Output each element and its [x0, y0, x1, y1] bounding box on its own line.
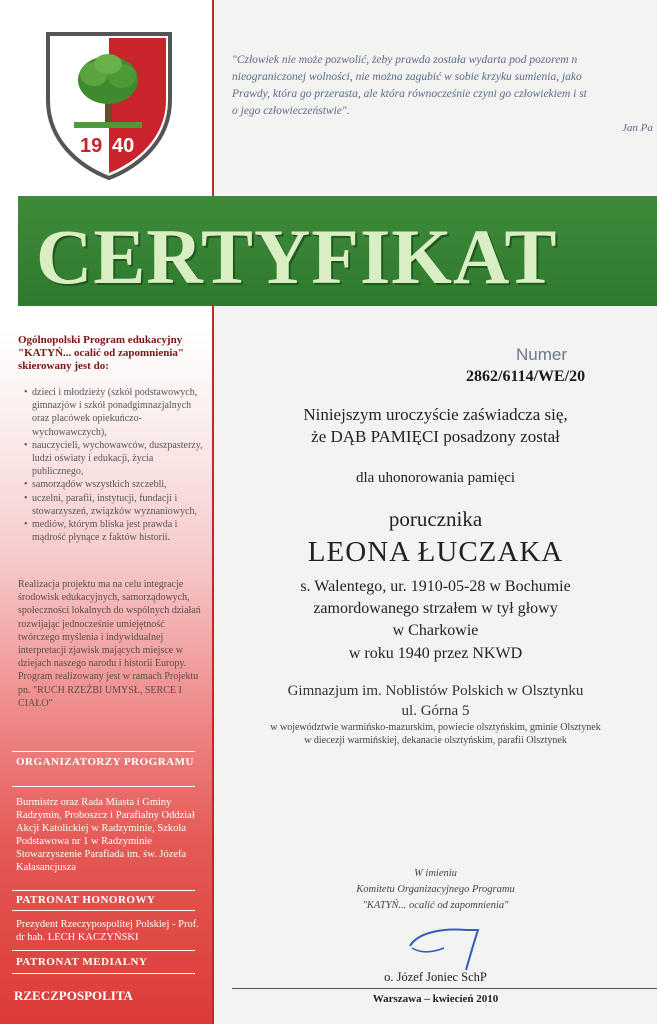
media-heading: PATRONAT MEDIALNY [16, 956, 148, 968]
on-behalf: W imieniu [414, 868, 457, 879]
divider [12, 751, 195, 752]
divider [12, 890, 195, 891]
number-label: Numer [516, 345, 568, 364]
list-item: • mediów, którym bliska jest prawda i mądrość płynące z faktów historii. [24, 518, 204, 544]
rzeczpospolita-logo: RZECZPOSPOLITA [14, 988, 133, 1003]
honoree-name: LEONA ŁUCZAKA [307, 536, 564, 568]
honor-heading: PATRONAT HONOROWY [16, 894, 156, 906]
program-name: "KATYŃ... ocalić od zapomnienia" [362, 900, 509, 911]
program-title: Ogólnopolski Program edukacyjny "KATYŃ... ocalić od zapomnienia" skierowany jest do: [18, 334, 185, 372]
detail-line-1: s. Walentego, ur. 1910-05-28 w Bochumie [300, 578, 571, 595]
place-date: Warszawa – kwiecień 2010 [372, 993, 499, 1005]
honor-text: Prezydent Rzeczypospolitej Polskiej - Prof. dr hab. LECH KACZYŃSKI [16, 919, 199, 943]
statement-line-3: dla uhonorowania pamięci [355, 470, 516, 486]
signature-mark [404, 922, 494, 972]
quote-author: Jan Pa [622, 122, 653, 134]
coat-of-arms-emblem [44, 30, 174, 182]
certificate-title: CERTYFIKAT [36, 213, 558, 300]
statement-line-1: Niniejszym uroczyście zaświadcza się, [303, 405, 568, 424]
list-item: • dzieci i młodzieży (szkół podstawowych, gimnazjów i szkół ponadgimnazjalnych oraz placówek opiekuńczo-wychowawczych), [24, 386, 204, 439]
detail-line-2: zamordowanego strzałem w tył głowy [313, 600, 558, 617]
signer-name: o. Józef Joniec SchP [384, 970, 487, 984]
audience-list [24, 386, 204, 544]
signature-line [232, 988, 657, 989]
organizers-text: Burmistrz oraz Rada Miasta i Gminy Radzymin, Proboszcz i Parafialny Oddział Akcji Katolickiej w Radzyminie, Szkoła Podstawowa nr 1 w Radzyminie Stowarzyszenie Parafiada im. św. Józefa Kalasancjusza [16, 797, 195, 873]
quote-text: "Człowiek nie może pozwolić, żeby prawda została wydarta pod pozorem n nieograniczonej wolności, nie można zagubić w sobie krzyku sumienia, jako Prawdy, która go przerasta, ale która równocześnie czyni go człowiekiem i st o jego człowieczeństwie". [232, 54, 587, 117]
list-item: • uczelni, parafii, instytucji, fundacji i stowarzyszeń, związków wyznaniowych, [24, 492, 204, 518]
region-line-2: w diecezji warmińskiej, dekanacie olsztyńskim, parafii Olsztynek [304, 735, 567, 746]
region-line-1: w województwie warmińsko-mazurskim, powiecie olsztyńskim, gminie Olsztynek [270, 722, 601, 733]
year-right: 40 [112, 135, 135, 157]
school-address: ul. Górna 5 [401, 703, 470, 719]
school-name: Gimnazjum im. Noblistów Polskich w Olsztynku [287, 683, 584, 699]
certificate-number: 2862/6114/WE/20 [466, 368, 586, 385]
year-left: 19 [80, 135, 103, 157]
list-item: • nauczycieli, wychowawców, duszpasterzy, ludzi oświaty i edukacji, życia publicznego, [24, 439, 204, 479]
committee-name: Komitetu Organizacyjnego Programu [356, 884, 515, 895]
rank: porucznika [388, 507, 483, 531]
project-description: Realizacja projektu ma na celu integracje środowisk edukacyjnych, samorządowych, społeczności lokalnych do wspólnych działań rozwijając jednocześnie umiejętność twórczego myślenia i indywidualnej interpretacji zjawisk mających miejsce w dziejach naszego narodu i historii Europy. Program realizowany jest w ramach Projektu pn. "RUCH RZEŹBI UMYSŁ, SERCE I CIAŁO" [18, 579, 201, 709]
divider [12, 950, 195, 951]
divider [12, 910, 195, 911]
organizers-heading: ORGANIZATORZY PROGRAMU [16, 756, 194, 768]
list-item: • samorządów wszystkich szczebli, [24, 478, 204, 491]
detail-line-3: w Charkowie [392, 622, 479, 639]
statement-line-2: że DĄB PAMIĘCI posadzony został [311, 427, 560, 446]
divider [12, 973, 195, 974]
detail-line-4: w roku 1940 przez NKWD [348, 645, 523, 662]
divider [12, 786, 195, 787]
